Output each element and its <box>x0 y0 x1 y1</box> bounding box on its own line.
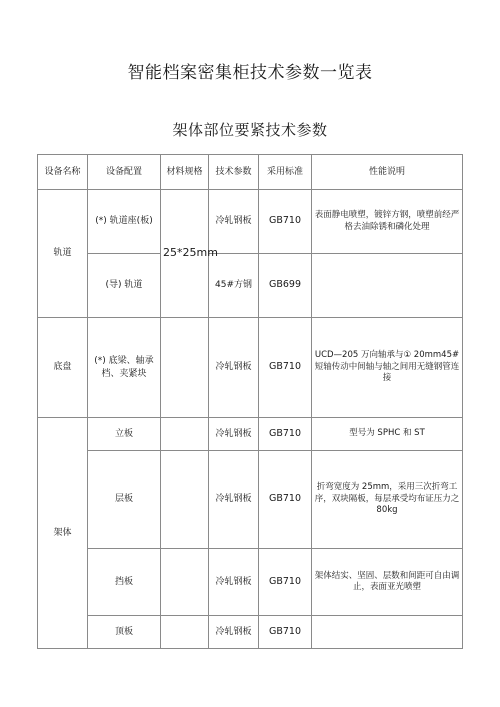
cell-material-spec <box>161 451 209 549</box>
cell-param: 45#方钢 <box>209 254 259 318</box>
cell-config: (*) 底梁、轴承档、夹紧块 <box>88 318 161 418</box>
group-name-frame: 架体 <box>38 418 88 649</box>
cell-notes: 型号为 SPHC 和 ST <box>312 418 463 451</box>
cell-material-spec <box>161 616 209 649</box>
cell-standard: GB710 <box>259 616 312 649</box>
cell-config: 顶板 <box>88 616 161 649</box>
cell-param: 冷轧钢板 <box>209 451 259 549</box>
cell-config: (*) 轨道座(板) <box>88 190 161 254</box>
cell-notes <box>312 616 463 649</box>
table-row <box>38 616 463 649</box>
cell-config: 立板 <box>88 418 161 451</box>
spec-table <box>37 154 463 649</box>
cell-notes <box>312 254 463 318</box>
cell-param: 冷轧钢板 <box>209 616 259 649</box>
table-row <box>38 190 463 254</box>
cell-standard: GB710 <box>259 318 312 418</box>
cell-material-spec <box>161 318 209 418</box>
table-row <box>38 418 463 451</box>
table-row <box>38 549 463 616</box>
section-title: 架体部位要紧技术参数 <box>172 121 328 139</box>
cell-standard: GB699 <box>259 254 312 318</box>
cell-standard: GB710 <box>259 418 312 451</box>
header-tech-param: 技术参数 <box>209 155 259 190</box>
table-row <box>38 451 463 549</box>
cell-config: (导) 轨道 <box>88 254 161 318</box>
cell-param: 冷轧钢板 <box>209 418 259 451</box>
cell-config: 层板 <box>88 451 161 549</box>
cell-standard: GB710 <box>259 190 312 254</box>
cell-param: 冷轧钢板 <box>209 318 259 418</box>
cell-param: 冷轧钢板 <box>209 190 259 254</box>
header-standard: 采用标准 <box>259 155 312 190</box>
header-device-config: 设备配置 <box>88 155 161 190</box>
table-header-row <box>38 155 463 190</box>
cell-material-spec: 25*25mm <box>161 190 209 318</box>
cell-notes: 架体结实、坚固、层数和间距可自由调止，表面亚光喷塑 <box>312 549 463 616</box>
cell-material-spec <box>161 549 209 616</box>
cell-material-spec <box>161 418 209 451</box>
table-row <box>38 254 463 318</box>
header-material-spec: 材料规格 <box>161 155 209 190</box>
table-row <box>38 318 463 418</box>
cell-config: 挡板 <box>88 549 161 616</box>
cell-standard: GB710 <box>259 549 312 616</box>
cell-notes: UCD—205 万向轴承与① 20mm45#短轴传动中间轴与轴之间用无缝钢管连接 <box>312 318 463 418</box>
cell-notes: 折弯宽度为 25mm，采用三次折弯工序，双块隔板，每层承受均布证压力之 80kg <box>312 451 463 549</box>
cell-param: 冷轧钢板 <box>209 549 259 616</box>
header-device-name: 设备名称 <box>38 155 88 190</box>
group-name-track: 轨道 <box>38 190 88 318</box>
cell-standard: GB710 <box>259 451 312 549</box>
cell-notes: 表面静电喷塑，镀锌方钢，喷塑前经严格去油除锈和磷化处理 <box>312 190 463 254</box>
page-title: 智能档案密集柜技术参数一览表 <box>127 63 373 83</box>
group-name-chassis: 底盘 <box>38 318 88 418</box>
header-performance: 性能说明 <box>312 155 463 190</box>
